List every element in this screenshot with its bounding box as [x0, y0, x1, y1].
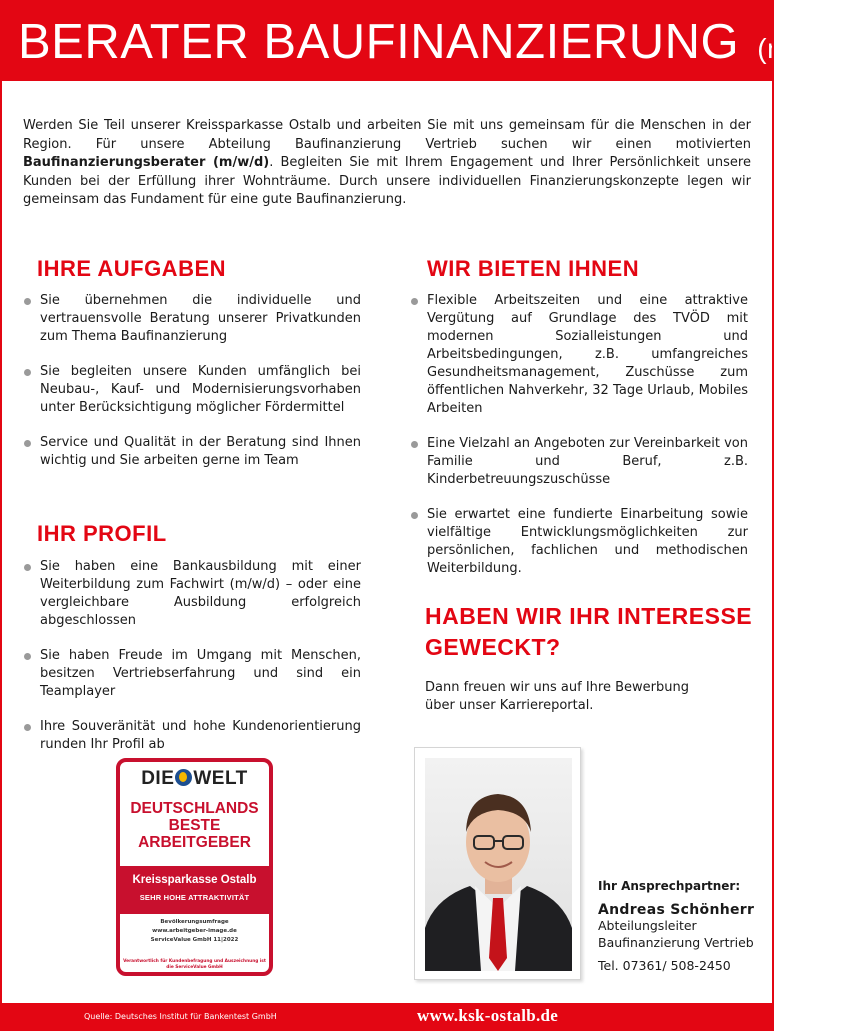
contact-name: Andreas Schönherr — [598, 901, 755, 918]
list-item: Sie begleiten unsere Kunden umfänglich bei Neubau-, Kauf- und Modernisierungsvorhaben unter Berücksichtigung möglicher Fördermittel — [24, 363, 361, 417]
award-site: www.arbeitgeber-image.de — [152, 928, 237, 934]
list-item: Sie erwartet eine fundierte Einarbeitung sowie vielfältige Entwicklungsmöglichkeiten zur persönlichen, fachlichen und methodischen Weiterbildung. — [411, 506, 748, 578]
award-line-1: DEUTSCHLANDS — [130, 800, 259, 817]
bieten-heading: WIR BIETEN IHNEN — [427, 256, 640, 281]
award-survey: Bevölkerungsumfrage — [160, 919, 229, 925]
award-attribute: SEHR HOHE ATTRAKTIVITÄT — [139, 893, 250, 902]
aufgaben-heading: IHRE AUFGABEN — [37, 256, 227, 281]
list-item: Sie haben Freude im Umgang mit Menschen, besitzen Vertriebserfahrung und sind ein Teamplayer — [24, 647, 361, 701]
award-org-date: ServiceValue GmbH 11|2022 — [150, 937, 239, 943]
title-text: BERATER BAUFINANZIERUNG — [18, 15, 740, 69]
interest-line-1: Dann freuen wir uns auf Ihre Bewerbung — [425, 680, 689, 695]
intro-position-bold: Baufinanzierungsberater (m/w/d) — [23, 155, 270, 170]
footer-website-link[interactable]: www.ksk-ostalb.de — [417, 1006, 559, 1025]
list-item: Flexible Arbeitszeiten und eine attraktive Vergütung auf Grundlage des TVÖD mit modernen Sozialleistungen und Arbeitsbedingungen, z.B. umfangreiches Gesundheitsmanagement, Zuschüsse zum öffentlichen Nahverkehr, 32 Tage Urlaub, Mobiles Arbeiten — [411, 292, 748, 418]
title-suffix: (m/w/d) — [757, 33, 854, 64]
profil-heading: IHR PROFIL — [37, 521, 167, 546]
award-company: Kreissparkasse Ostalb — [132, 874, 257, 886]
award-line-2: BESTE — [168, 817, 221, 834]
intro-text: Werden Sie Teil unserer Kreissparkasse Ostalb und arbeiten Sie mit uns gemeinsam für die Menschen in der Region. Für unsere Abteilung Baufinanzierung Vertrieb suchen wir einen motivierten — [23, 118, 751, 152]
list-item: Sie haben eine Bankausbildung mit einer Weiterbildung zum Fachwirt (m/w/d) – oder eine vergleichbare Ausbildung erfolgreich abgeschlossen — [24, 558, 361, 630]
intro-text-continued: . Begleiten Sie mit Ihrem Engagement und Ihrer Persönlichkeit unsere Kunden bei der Erfüllung ihrer Wohnträume. Durch unsere individuellen Finanzierungskonzepte legen wir gemeinsam das Fundament für eine gute Baufinanzierung. — [23, 155, 751, 207]
contact-role-2: Baufinanzierung Vertrieb — [598, 934, 754, 950]
list-item: Eine Vielzahl an Angeboten zur Vereinbarkeit von Familie und Beruf, z.B. Kinderbetreuungszuschüsse — [411, 435, 748, 489]
list-item: Sie übernehmen die individuelle und vertrauensvolle Beratung unserer Privatkunden zum Thema Baufinanzierung — [24, 292, 361, 346]
list-item: Ihre Souveränität und hohe Kundenorientierung runden Ihr Profil ab — [24, 718, 361, 754]
award-responsible: Verantwortlich für Kundenbefragung und Auszeichnung ist die ServiceValue GmbH — [123, 959, 266, 970]
contact-phone: Tel. 07361/ 508-2450 — [598, 958, 731, 973]
interest-line-2: über unser Karriereportal. — [425, 698, 594, 713]
contact-label: Ihr Ansprechpartner: — [598, 879, 741, 893]
list-item: Service und Qualität in der Beratung sind Ihnen wichtig und Sie arbeiten gerne im Team — [24, 434, 361, 470]
die-welt-logo: DIE WELT — [141, 768, 248, 789]
interest-heading: HABEN WIR IHR INTERESSE GEWECKT? — [425, 603, 753, 660]
award-line-3: ARBEITGEBER — [138, 834, 251, 851]
contact-role-1: Abteilungsleiter — [598, 918, 697, 933]
footer-source: Quelle: Deutsches Institut für Bankentest GmbH — [84, 1012, 277, 1021]
